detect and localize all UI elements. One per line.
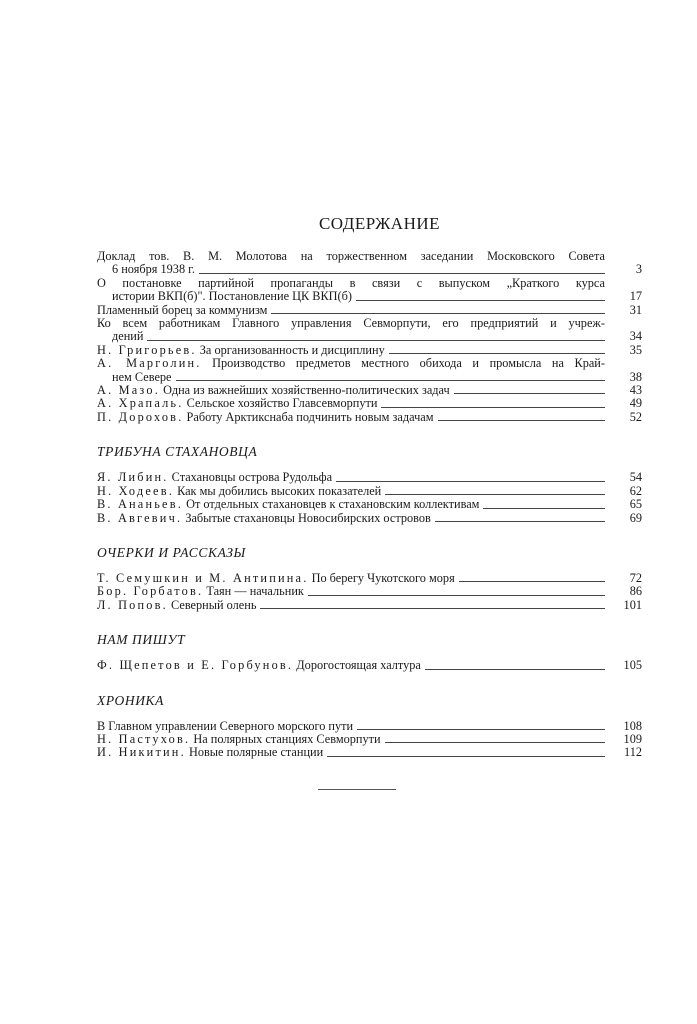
entry-text (97, 498, 479, 511)
entry-title: Работу Арктикснаба подчинить новым задачам (186, 409, 434, 424)
entry-author: И. Никитин. (97, 745, 186, 760)
main-entries (97, 250, 642, 424)
toc-entry (97, 344, 642, 357)
leader-line (356, 300, 605, 301)
entry-title: Одна из важнейших хозяйственно-политических задач (163, 383, 450, 398)
toc-line (97, 733, 642, 746)
toc-line (97, 317, 642, 330)
leader-line (271, 313, 605, 314)
toc-entry (97, 357, 642, 384)
page-number: 108 (623, 718, 642, 733)
entry-author: А. Мазо. (97, 383, 161, 398)
leader-line (260, 608, 605, 609)
toc-line (97, 585, 642, 598)
page-number: 35 (629, 342, 642, 357)
leader-line (357, 729, 605, 730)
toc-entry (97, 304, 642, 317)
leader-line (454, 393, 605, 394)
toc-line (97, 344, 642, 357)
toc-line (97, 411, 642, 424)
toc-section (97, 693, 642, 760)
entry-text (97, 344, 385, 357)
toc-entry (97, 498, 642, 511)
toc-section (97, 545, 642, 612)
page-number: 34 (629, 329, 642, 344)
toc-title: СОДЕРЖАНИЕ (318, 214, 441, 233)
entry-text (97, 397, 377, 410)
toc-line (97, 599, 642, 612)
leader-line (385, 742, 605, 743)
entry-author: В. Авгевич. (97, 510, 183, 525)
entry-text (97, 599, 256, 612)
toc-section (97, 632, 642, 672)
toc-line (97, 384, 642, 397)
leader-line (147, 340, 605, 341)
entry-title: Таян — начальник (206, 584, 304, 599)
toc-line (97, 485, 642, 498)
toc-entry (97, 384, 642, 397)
entry-text (97, 263, 195, 276)
closing-divider (318, 789, 396, 790)
toc-line (97, 746, 642, 759)
toc-line (97, 304, 642, 317)
entry-title: Северный олень (171, 597, 257, 612)
toc-entry (97, 572, 642, 585)
leader-line (199, 273, 605, 274)
page-number: 17 (629, 289, 642, 304)
entry-text (97, 371, 172, 384)
section-heading: НАМ ПИШУТ (97, 632, 186, 648)
page-number: 109 (623, 731, 642, 746)
leader-line (176, 380, 605, 381)
page-number: 65 (629, 497, 642, 512)
entry-text (97, 572, 455, 585)
toc-entry (97, 720, 642, 733)
toc-entry (97, 250, 642, 277)
entry-title: дений (112, 329, 144, 344)
entry-text (97, 384, 450, 397)
entry-text (97, 659, 421, 672)
toc-line (97, 357, 642, 370)
page-number: 72 (629, 570, 642, 585)
entry-text (97, 277, 605, 290)
leader-line (336, 481, 605, 482)
entry-text (97, 733, 381, 746)
toc-line (97, 371, 642, 384)
toc-line (97, 263, 642, 276)
toc-entry (97, 411, 642, 424)
section-heading: ТРИБУНА СТАХАНОВЦА (97, 444, 258, 460)
toc-entry (97, 733, 642, 746)
toc-line (97, 277, 642, 290)
entry-title: Новые полярные станции (188, 745, 324, 760)
entry-author: Т. Семушкин и М. Антипина. (97, 570, 309, 585)
entry-text (97, 746, 323, 759)
page-number: 112 (624, 745, 642, 760)
entry-text (97, 585, 304, 598)
leader-line (327, 756, 605, 757)
entry-text (97, 411, 434, 424)
entry-title: Доклад тов. В. М. Молотова на торжественном заседании Московского Совета (97, 249, 605, 263)
toc-entry (97, 397, 642, 410)
entry-title: Ко всем работникам Главного управления Севморпути, его предприятий и учреж- (97, 316, 605, 331)
toc-sections (97, 444, 642, 759)
section-heading: ХРОНИКА (97, 692, 164, 708)
entry-title: За организованность и дисциплину (199, 342, 385, 357)
toc-line (97, 512, 642, 525)
page-number: 54 (629, 470, 642, 485)
leader-line (438, 420, 606, 421)
leader-line (483, 508, 605, 509)
toc-line (97, 290, 642, 303)
entry-text (97, 512, 431, 525)
table-of-contents (97, 214, 642, 760)
entry-title: От отдельных стахановцев к стахановским коллективам (186, 497, 480, 512)
toc-line (97, 498, 642, 511)
toc-entry (97, 659, 642, 672)
toc-section (97, 444, 642, 525)
entry-author: Я. Либин. (97, 470, 169, 485)
page-number: 43 (629, 383, 642, 398)
toc-entry (97, 485, 642, 498)
entry-title: Как мы добились высоких показателей (177, 483, 382, 498)
entry-title: нем Севере (112, 369, 172, 384)
leader-line (389, 353, 605, 354)
toc-line (97, 397, 642, 410)
entry-title: Забытые стахановцы Новосибирских островов (185, 510, 431, 525)
section-heading: ОЧЕРКИ И РАССКАЗЫ (97, 544, 246, 560)
page-number: 38 (629, 369, 642, 384)
entry-title: Пламенный борец за коммунизм (97, 302, 268, 317)
entry-text (97, 357, 605, 370)
toc-entry (97, 317, 642, 344)
leader-line (435, 521, 605, 522)
page-number: 101 (623, 597, 642, 612)
entry-title: На полярных станциях Севморпути (193, 731, 381, 746)
entry-title: Стахановцы острова Рудольфа (171, 470, 333, 485)
entry-author: Бор. Горбатов. (97, 584, 204, 599)
toc-entry (97, 512, 642, 525)
entry-title: Производство предметов местного обихода и промысла на Край- (212, 356, 605, 371)
toc-line (97, 471, 642, 484)
toc-line (97, 250, 642, 263)
toc-line (97, 330, 642, 343)
page-number: 49 (629, 396, 642, 411)
entry-text (97, 720, 353, 733)
page-number: 31 (629, 302, 642, 317)
entry-text (97, 471, 332, 484)
entry-text (97, 317, 605, 330)
leader-line (425, 669, 605, 670)
entry-text (97, 304, 267, 317)
leader-line (381, 407, 605, 408)
leader-line (459, 581, 605, 582)
toc-entry (97, 585, 642, 598)
page-number: 62 (629, 483, 642, 498)
page-number: 105 (623, 658, 642, 673)
entry-author: Н. Ходеев. (97, 483, 174, 498)
toc-line (97, 572, 642, 585)
entry-title: 6 ноября 1938 г. (112, 262, 195, 277)
entry-author: Л. Попов. (97, 597, 168, 612)
toc-entry (97, 599, 642, 612)
leader-line (308, 595, 605, 596)
entry-author: Ф. Щепетов и Е. Горбунов. (97, 658, 294, 673)
page-number: 52 (629, 409, 642, 424)
page-number: 69 (629, 510, 642, 525)
entry-title: О постановке партийной пропаганды в связи с выпуском „Краткого курса (97, 275, 605, 290)
entry-author: Н. Пастухов. (97, 731, 191, 746)
entry-author: В. Ананьев. (97, 497, 183, 512)
entry-title: истории ВКП(б)". Постановление ЦК ВКП(б) (112, 289, 353, 304)
entry-author: Н. Григорьев. (97, 342, 197, 357)
toc-line (97, 659, 642, 672)
entry-author: А. Марголин. (97, 356, 202, 371)
entry-text (97, 330, 143, 343)
entry-author: А. Храпаль. (97, 396, 184, 411)
leader-line (385, 494, 605, 495)
entry-text (97, 250, 605, 263)
entry-author: П. Дорохов. (97, 409, 184, 424)
entry-title: Дорогостоящая халтура (296, 658, 421, 673)
toc-entry (97, 746, 642, 759)
page-number: 3 (635, 262, 642, 277)
page-number: 86 (629, 584, 642, 599)
toc-line (97, 720, 642, 733)
entry-text (97, 290, 352, 303)
entry-title: В Главном управлении Северного морского пути (97, 718, 354, 733)
toc-entry (97, 471, 642, 484)
entry-title: Сельское хозяйство Главсевморпути (186, 396, 378, 411)
entry-title: По берегу Чукотского моря (311, 570, 455, 585)
toc-entry (97, 277, 642, 304)
entry-text (97, 485, 381, 498)
